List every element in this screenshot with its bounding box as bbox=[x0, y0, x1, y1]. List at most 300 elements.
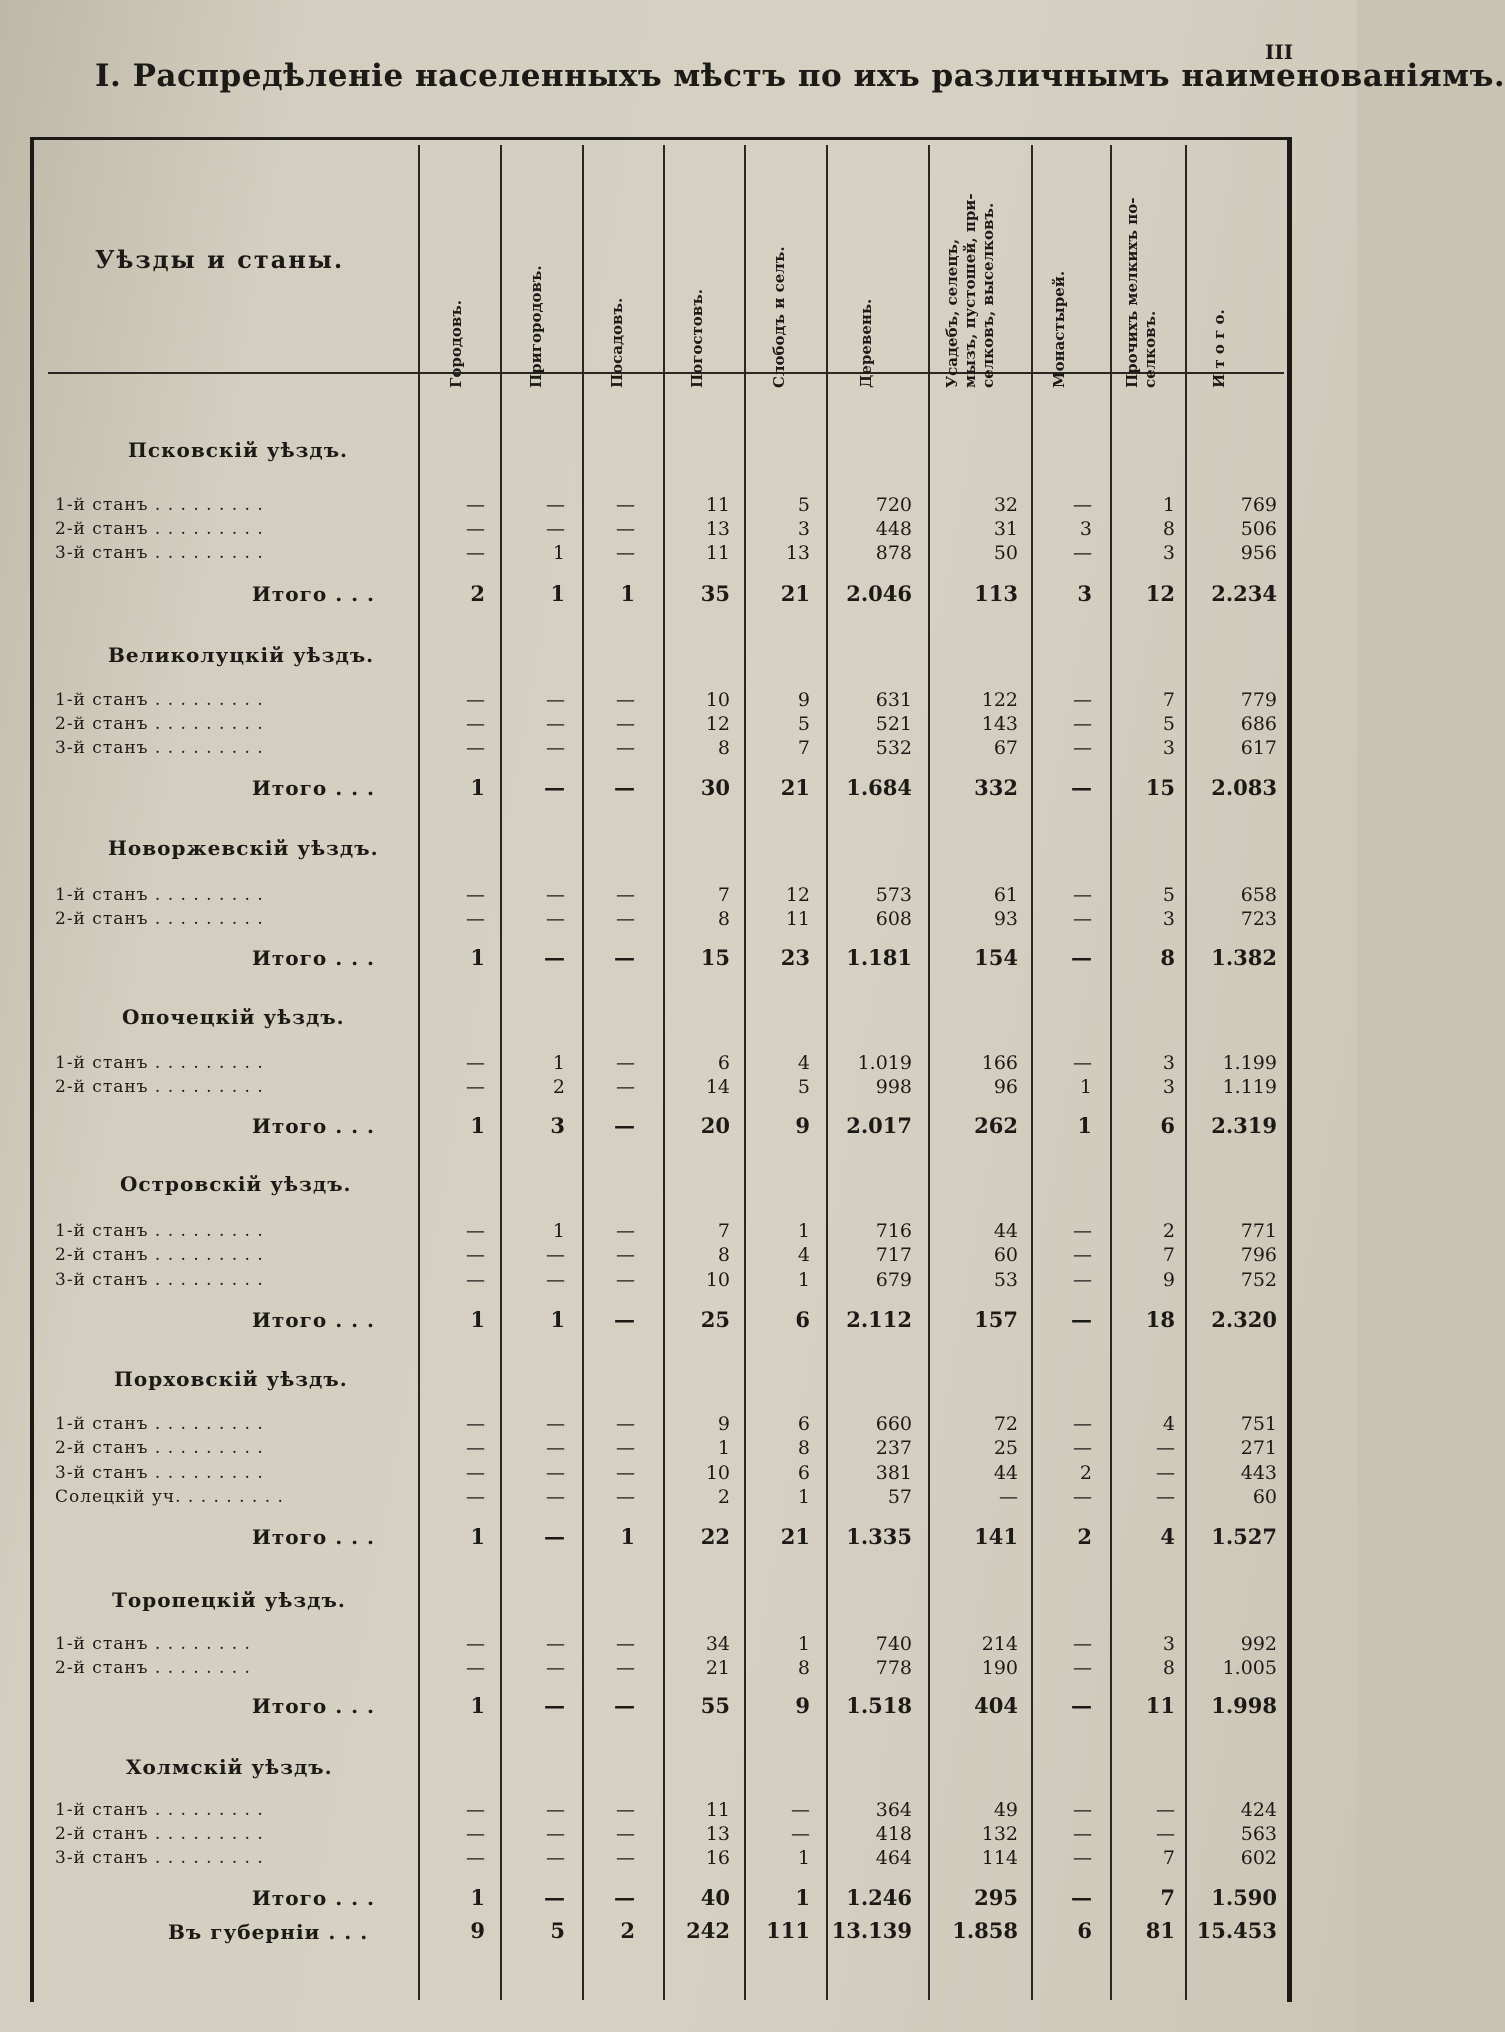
total-cell: 2.083 bbox=[1211, 775, 1277, 800]
table-cell: — bbox=[1073, 737, 1092, 759]
total-label: Итого . . . bbox=[252, 776, 376, 800]
table-cell: — bbox=[616, 1413, 635, 1435]
table-cell: 143 bbox=[981, 713, 1018, 735]
total-cell: — bbox=[1071, 1885, 1092, 1910]
row-label: 3-й станъ . . . . . . . . . bbox=[55, 1463, 264, 1483]
table-cell: — bbox=[466, 542, 485, 564]
table-cell: — bbox=[546, 1633, 565, 1655]
total-cell: 2 bbox=[1077, 1524, 1092, 1549]
row-label: 1-й станъ . . . . . . . . . bbox=[55, 1800, 264, 1820]
total-cell: 9 bbox=[795, 1113, 810, 1138]
total-cell: 3 bbox=[1077, 581, 1092, 606]
table-cell: — bbox=[1073, 1486, 1092, 1508]
table-cell: — bbox=[466, 1799, 485, 1821]
table-cell: 602 bbox=[1240, 1847, 1277, 1869]
total-cell: 6 bbox=[795, 1307, 810, 1332]
total-label: Итого . . . bbox=[252, 1308, 376, 1332]
table-cell: — bbox=[546, 908, 565, 930]
table-cell: — bbox=[616, 908, 635, 930]
total-cell: 2.046 bbox=[846, 581, 912, 606]
row-label: 1-й станъ . . . . . . . . . bbox=[55, 885, 264, 905]
table-cell: 608 bbox=[875, 908, 912, 930]
total-cell: 9 bbox=[795, 1693, 810, 1718]
table-cell: — bbox=[1073, 713, 1092, 735]
total-cell: 1 bbox=[470, 1693, 485, 1718]
total-cell: — bbox=[614, 775, 635, 800]
table-cell: 61 bbox=[993, 884, 1018, 906]
total-cell: 1.684 bbox=[846, 775, 912, 800]
table-cell: 443 bbox=[1240, 1462, 1277, 1484]
table-cell: — bbox=[466, 1823, 485, 1845]
table-cell: 190 bbox=[981, 1657, 1018, 1679]
total-cell: 1 bbox=[470, 775, 485, 800]
table-cell: 122 bbox=[981, 689, 1018, 711]
total-cell: 21 bbox=[780, 581, 810, 606]
table-cell: 8 bbox=[717, 908, 730, 930]
table-cell: 1.199 bbox=[1222, 1052, 1277, 1074]
table-cell: 8 bbox=[797, 1437, 810, 1459]
table-cell: 2 bbox=[1079, 1462, 1092, 1484]
table-cell: — bbox=[546, 1799, 565, 1821]
table-cell: 44 bbox=[993, 1220, 1018, 1242]
total-cell: 40 bbox=[700, 1885, 730, 1910]
table-cell: — bbox=[616, 542, 635, 564]
table-cell: 11 bbox=[705, 1799, 730, 1821]
district-heading: Великолуцкій уѣздъ. bbox=[108, 643, 375, 667]
table-cell: — bbox=[1156, 1462, 1175, 1484]
table-cell: 720 bbox=[875, 494, 912, 516]
table-cell: — bbox=[466, 1052, 485, 1074]
total-cell: 1.527 bbox=[1211, 1524, 1277, 1549]
table-cell: — bbox=[616, 737, 635, 759]
table-cell: — bbox=[1073, 1269, 1092, 1291]
total-cell: 1 bbox=[470, 1524, 485, 1549]
table-cell: — bbox=[616, 1052, 635, 1074]
table-cell: — bbox=[1073, 542, 1092, 564]
table-cell: 3 bbox=[1079, 518, 1092, 540]
total-cell: 13.139 bbox=[831, 1918, 912, 1943]
table-cell: 25 bbox=[993, 1437, 1018, 1459]
table-cell: — bbox=[1156, 1823, 1175, 1845]
total-cell: 22 bbox=[700, 1524, 730, 1549]
table-cell: — bbox=[546, 1823, 565, 1845]
table-cell: — bbox=[999, 1486, 1018, 1508]
table-cell: 4 bbox=[797, 1052, 810, 1074]
table-cell: 1 bbox=[797, 1269, 810, 1291]
table-cell: — bbox=[1073, 1633, 1092, 1655]
table-cell: 3 bbox=[1162, 1633, 1175, 1655]
table-cell: 7 bbox=[1162, 689, 1175, 711]
column-header-label: Погостовъ. bbox=[688, 289, 706, 388]
table-cell: 1 bbox=[1162, 494, 1175, 516]
total-cell: 404 bbox=[974, 1693, 1018, 1718]
table-cell: — bbox=[466, 713, 485, 735]
table-cell: 9 bbox=[717, 1413, 730, 1435]
table-cell: 679 bbox=[875, 1269, 912, 1291]
table-cell: 16 bbox=[705, 1847, 730, 1869]
table-cell: — bbox=[546, 737, 565, 759]
table-cell: 53 bbox=[993, 1269, 1018, 1291]
total-cell: — bbox=[1071, 1693, 1092, 1718]
total-cell: 15.453 bbox=[1196, 1918, 1277, 1943]
table-cell: 11 bbox=[785, 908, 810, 930]
column-header-label: Прочихъ мелкихъ по- селковъ. bbox=[1123, 197, 1159, 388]
table-cell: — bbox=[1156, 1437, 1175, 1459]
table-cell: 3 bbox=[1162, 1076, 1175, 1098]
total-cell: 7 bbox=[1160, 1885, 1175, 1910]
total-cell: 3 bbox=[550, 1113, 565, 1138]
table-cell: 998 bbox=[875, 1076, 912, 1098]
total-cell: — bbox=[544, 945, 565, 970]
table-cell: 7 bbox=[717, 884, 730, 906]
row-label: 1-й станъ . . . . . . . . . bbox=[55, 1053, 264, 1073]
row-label: 3-й станъ . . . . . . . . . bbox=[55, 738, 264, 758]
row-label: 2-й станъ . . . . . . . . . bbox=[55, 909, 264, 929]
table-cell: 6 bbox=[717, 1052, 730, 1074]
district-heading: Торопецкій уѣздъ. bbox=[112, 1588, 346, 1612]
district-heading: Островскій уѣздъ. bbox=[120, 1172, 352, 1196]
table-cell: 1.019 bbox=[857, 1052, 912, 1074]
table-cell: — bbox=[466, 908, 485, 930]
total-cell: 295 bbox=[974, 1885, 1018, 1910]
table-cell: 779 bbox=[1240, 689, 1277, 711]
table-cell: 686 bbox=[1240, 713, 1277, 735]
total-cell: 8 bbox=[1160, 945, 1175, 970]
table-cell: 12 bbox=[705, 713, 730, 735]
table-cell: — bbox=[616, 1847, 635, 1869]
table-cell: 878 bbox=[875, 542, 912, 564]
row-label: 2-й станъ . . . . . . . . . bbox=[55, 1245, 264, 1265]
table-cell: — bbox=[546, 494, 565, 516]
table-cell: — bbox=[546, 1657, 565, 1679]
table-cell: — bbox=[546, 689, 565, 711]
total-cell: 2.320 bbox=[1211, 1307, 1277, 1332]
table-cell: — bbox=[466, 1076, 485, 1098]
table-cell: 6 bbox=[797, 1462, 810, 1484]
row-label: 2-й станъ . . . . . . . . . bbox=[55, 714, 264, 734]
total-cell: 1 bbox=[795, 1885, 810, 1910]
page-title: I. Распредѣленіе населенныхъ мѣстъ по ихъ различнымъ наименованіямъ. bbox=[95, 58, 1505, 94]
table-cell: 1 bbox=[1079, 1076, 1092, 1098]
table-cell: 34 bbox=[705, 1633, 730, 1655]
table-cell: 1 bbox=[552, 542, 565, 564]
district-heading: Холмскій уѣздъ. bbox=[126, 1755, 333, 1779]
row-label: 3-й станъ . . . . . . . . . bbox=[55, 1848, 264, 1868]
table-cell: 631 bbox=[875, 689, 912, 711]
total-cell: — bbox=[614, 945, 635, 970]
table-cell: 132 bbox=[981, 1823, 1018, 1845]
table-cell: 9 bbox=[797, 689, 810, 711]
row-label: 1-й станъ . . . . . . . . . bbox=[55, 1414, 264, 1434]
table-cell: 364 bbox=[875, 1799, 912, 1821]
table-cell: 2 bbox=[717, 1486, 730, 1508]
table-cell: 1 bbox=[797, 1220, 810, 1242]
table-cell: — bbox=[616, 1462, 635, 1484]
table-cell: 3 bbox=[797, 518, 810, 540]
table-cell: — bbox=[1073, 1220, 1092, 1242]
total-label: Итого . . . bbox=[252, 1525, 376, 1549]
table-cell: 1.119 bbox=[1222, 1076, 1277, 1098]
table-cell: — bbox=[466, 1220, 485, 1242]
total-cell: 1 bbox=[470, 945, 485, 970]
table-cell: — bbox=[546, 884, 565, 906]
table-cell: 723 bbox=[1240, 908, 1277, 930]
table-cell: 956 bbox=[1240, 542, 1277, 564]
total-cell: — bbox=[1071, 775, 1092, 800]
table-cell: 60 bbox=[1252, 1486, 1277, 1508]
row-label: Солецкій уч. . . . . . . . . bbox=[55, 1487, 284, 1507]
table-cell: 424 bbox=[1240, 1799, 1277, 1821]
table-cell: — bbox=[616, 1657, 635, 1679]
row-label: 2-й станъ . . . . . . . . . bbox=[55, 1077, 264, 1097]
table-cell: 8 bbox=[797, 1657, 810, 1679]
table-cell: 448 bbox=[875, 518, 912, 540]
table-cell: 3 bbox=[1162, 908, 1175, 930]
total-cell: 15 bbox=[700, 945, 730, 970]
table-cell: 796 bbox=[1240, 1244, 1277, 1266]
table-cell: — bbox=[546, 1437, 565, 1459]
table-cell: — bbox=[546, 1486, 565, 1508]
table-cell: 32 bbox=[993, 494, 1018, 516]
table-cell: 114 bbox=[981, 1847, 1018, 1869]
total-cell: 1.335 bbox=[846, 1524, 912, 1549]
table-cell: — bbox=[616, 713, 635, 735]
table-cell: — bbox=[616, 884, 635, 906]
table-cell: — bbox=[546, 713, 565, 735]
table-cell: 13 bbox=[705, 518, 730, 540]
table-cell: 4 bbox=[1162, 1413, 1175, 1435]
table-cell: 14 bbox=[705, 1076, 730, 1098]
table-cell: — bbox=[1073, 1244, 1092, 1266]
table-cell: — bbox=[1073, 1052, 1092, 1074]
table-cell: 3 bbox=[1162, 542, 1175, 564]
table-cell: 6 bbox=[797, 1413, 810, 1435]
total-cell: 55 bbox=[700, 1693, 730, 1718]
table-cell: 5 bbox=[797, 1076, 810, 1098]
total-cell: 1.518 bbox=[846, 1693, 912, 1718]
total-cell: — bbox=[614, 1307, 635, 1332]
total-cell: 21 bbox=[780, 775, 810, 800]
table-cell: 1 bbox=[552, 1052, 565, 1074]
table-cell: 4 bbox=[797, 1244, 810, 1266]
total-cell: 2.112 bbox=[846, 1307, 912, 1332]
column-header-label: Монастырей. bbox=[1050, 270, 1068, 388]
table-cell: — bbox=[1073, 908, 1092, 930]
table-cell: 5 bbox=[797, 494, 810, 516]
total-cell: 1 bbox=[470, 1885, 485, 1910]
table-cell: — bbox=[546, 1413, 565, 1435]
table-cell: 506 bbox=[1240, 518, 1277, 540]
total-cell: 11 bbox=[1145, 1693, 1175, 1718]
table-cell: — bbox=[1073, 494, 1092, 516]
column-header-label: Усадебъ, селецъ, мызъ, пустошей, при- селковъ, выселковъ. bbox=[943, 193, 997, 388]
total-cell: 113 bbox=[974, 581, 1018, 606]
row-label: 1-й станъ . . . . . . . . . bbox=[55, 1221, 264, 1241]
table-cell: 10 bbox=[705, 1269, 730, 1291]
table-cell: 49 bbox=[993, 1799, 1018, 1821]
table-cell: 60 bbox=[993, 1244, 1018, 1266]
total-cell: 1 bbox=[550, 581, 565, 606]
total-cell: 30 bbox=[700, 775, 730, 800]
total-cell: 6 bbox=[1160, 1113, 1175, 1138]
grand-total-label: Въ губерніи . . . bbox=[168, 1920, 369, 1944]
total-cell: 2.319 bbox=[1211, 1113, 1277, 1138]
total-cell: 111 bbox=[766, 1918, 810, 1943]
table-cell: 1 bbox=[797, 1847, 810, 1869]
total-cell: 21 bbox=[780, 1524, 810, 1549]
row-label: 3-й станъ . . . . . . . . . bbox=[55, 543, 264, 563]
table-cell: 3 bbox=[1162, 737, 1175, 759]
table-cell: — bbox=[466, 518, 485, 540]
table-cell: 8 bbox=[717, 737, 730, 759]
total-label: Итого . . . bbox=[252, 1886, 376, 1910]
table-cell: 2 bbox=[552, 1076, 565, 1098]
total-cell: — bbox=[614, 1693, 635, 1718]
table-cell: 67 bbox=[993, 737, 1018, 759]
total-cell: 6 bbox=[1077, 1918, 1092, 1943]
row-label: 2-й станъ . . . . . . . . . bbox=[55, 519, 264, 539]
table-cell: — bbox=[1073, 1847, 1092, 1869]
total-cell: 141 bbox=[974, 1524, 1018, 1549]
table-cell: 573 bbox=[875, 884, 912, 906]
row-label: 2-й станъ . . . . . . . . . bbox=[55, 1824, 264, 1844]
header-divider bbox=[48, 372, 1284, 374]
total-cell: 1.998 bbox=[1211, 1693, 1277, 1718]
table-cell: 214 bbox=[981, 1633, 1018, 1655]
table-cell: — bbox=[1073, 689, 1092, 711]
table-cell: 7 bbox=[717, 1220, 730, 1242]
row-label: 1-й станъ . . . . . . . . . bbox=[55, 690, 264, 710]
table-cell: — bbox=[616, 1633, 635, 1655]
total-cell: 20 bbox=[700, 1113, 730, 1138]
total-cell: — bbox=[614, 1113, 635, 1138]
total-cell: 1 bbox=[470, 1307, 485, 1332]
table-cell: 10 bbox=[705, 689, 730, 711]
table-cell: — bbox=[616, 1076, 635, 1098]
table-cell: — bbox=[1156, 1799, 1175, 1821]
table-cell: — bbox=[466, 1462, 485, 1484]
total-cell: 2.017 bbox=[846, 1113, 912, 1138]
table-cell: 418 bbox=[875, 1823, 912, 1845]
table-cell: 658 bbox=[1240, 884, 1277, 906]
table-cell: 9 bbox=[1162, 1269, 1175, 1291]
table-cell: 93 bbox=[993, 908, 1018, 930]
table-cell: 237 bbox=[875, 1437, 912, 1459]
table-cell: 771 bbox=[1240, 1220, 1277, 1242]
total-cell: 81 bbox=[1145, 1918, 1175, 1943]
total-label: Итого . . . bbox=[252, 1114, 376, 1138]
total-cell: 1 bbox=[620, 581, 635, 606]
table-cell: 381 bbox=[875, 1462, 912, 1484]
table-cell: 5 bbox=[1162, 713, 1175, 735]
table-cell: 96 bbox=[993, 1076, 1018, 1098]
table-cell: — bbox=[791, 1799, 810, 1821]
table-cell: 740 bbox=[875, 1633, 912, 1655]
total-label: Итого . . . bbox=[252, 582, 376, 606]
page-number: III bbox=[1265, 40, 1294, 64]
table-cell: 769 bbox=[1240, 494, 1277, 516]
total-cell: 15 bbox=[1145, 775, 1175, 800]
column-header-label: Деревень. bbox=[857, 298, 875, 388]
table-cell: — bbox=[616, 494, 635, 516]
table-cell: — bbox=[616, 1799, 635, 1821]
table-cell: 7 bbox=[1162, 1847, 1175, 1869]
table-cell: — bbox=[466, 1244, 485, 1266]
total-cell: 5 bbox=[550, 1918, 565, 1943]
row-label: 3-й станъ . . . . . . . . . bbox=[55, 1270, 264, 1290]
district-heading: Опочецкій уѣздъ. bbox=[122, 1005, 345, 1029]
table-cell: 992 bbox=[1240, 1633, 1277, 1655]
district-heading: Порховскій уѣздъ. bbox=[114, 1367, 348, 1391]
table-cell: — bbox=[466, 1413, 485, 1435]
column-header-label: Пригородовъ. bbox=[527, 265, 545, 388]
table-cell: — bbox=[466, 494, 485, 516]
table-cell: — bbox=[546, 1847, 565, 1869]
table-cell: 7 bbox=[1162, 1244, 1175, 1266]
table-cell: 166 bbox=[981, 1052, 1018, 1074]
total-cell: 4 bbox=[1160, 1524, 1175, 1549]
table-cell: — bbox=[616, 689, 635, 711]
table-cell: — bbox=[466, 1437, 485, 1459]
total-cell: 23 bbox=[780, 945, 810, 970]
table-cell: — bbox=[466, 884, 485, 906]
column-header-label: Посадовъ. bbox=[608, 297, 626, 388]
table-cell: 11 bbox=[705, 494, 730, 516]
table-cell: — bbox=[616, 1244, 635, 1266]
table-cell: — bbox=[1073, 1437, 1092, 1459]
table-cell: — bbox=[466, 1486, 485, 1508]
total-cell: — bbox=[544, 1693, 565, 1718]
table-cell: 31 bbox=[993, 518, 1018, 540]
table-cell: 2 bbox=[1162, 1220, 1175, 1242]
total-label: Итого . . . bbox=[252, 946, 376, 970]
table-cell: 1 bbox=[552, 1220, 565, 1242]
table-cell: — bbox=[546, 1244, 565, 1266]
total-cell: 2.234 bbox=[1211, 581, 1277, 606]
table-cell: 464 bbox=[875, 1847, 912, 1869]
table-cell: — bbox=[1156, 1486, 1175, 1508]
table-cell: — bbox=[616, 518, 635, 540]
table-cell: 521 bbox=[875, 713, 912, 735]
table-cell: 5 bbox=[1162, 884, 1175, 906]
total-cell: 1.382 bbox=[1211, 945, 1277, 970]
district-heading: Новоржевскій уѣздъ. bbox=[108, 836, 379, 860]
total-cell: — bbox=[544, 775, 565, 800]
total-cell: 1.858 bbox=[952, 1918, 1018, 1943]
total-cell: 1 bbox=[620, 1524, 635, 1549]
table-cell: 11 bbox=[705, 542, 730, 564]
total-cell: 242 bbox=[686, 1918, 730, 1943]
row-label: 1-й станъ . . . . . . . . bbox=[55, 1634, 251, 1654]
table-cell: 1 bbox=[797, 1486, 810, 1508]
header-districts: Уѣзды и станы. bbox=[95, 245, 345, 274]
table-cell: — bbox=[1073, 1823, 1092, 1845]
table-cell: 617 bbox=[1240, 737, 1277, 759]
table-cell: — bbox=[616, 1220, 635, 1242]
total-cell: — bbox=[1071, 945, 1092, 970]
table-cell: — bbox=[466, 1269, 485, 1291]
total-cell: 1 bbox=[550, 1307, 565, 1332]
total-cell: — bbox=[544, 1524, 565, 1549]
total-cell: 1.181 bbox=[846, 945, 912, 970]
table-cell: — bbox=[1073, 1413, 1092, 1435]
table-cell: — bbox=[466, 1847, 485, 1869]
total-cell: 35 bbox=[700, 581, 730, 606]
table-cell: 1 bbox=[797, 1633, 810, 1655]
total-cell: 157 bbox=[974, 1307, 1018, 1332]
table-cell: — bbox=[466, 1633, 485, 1655]
table-cell: 72 bbox=[993, 1413, 1018, 1435]
